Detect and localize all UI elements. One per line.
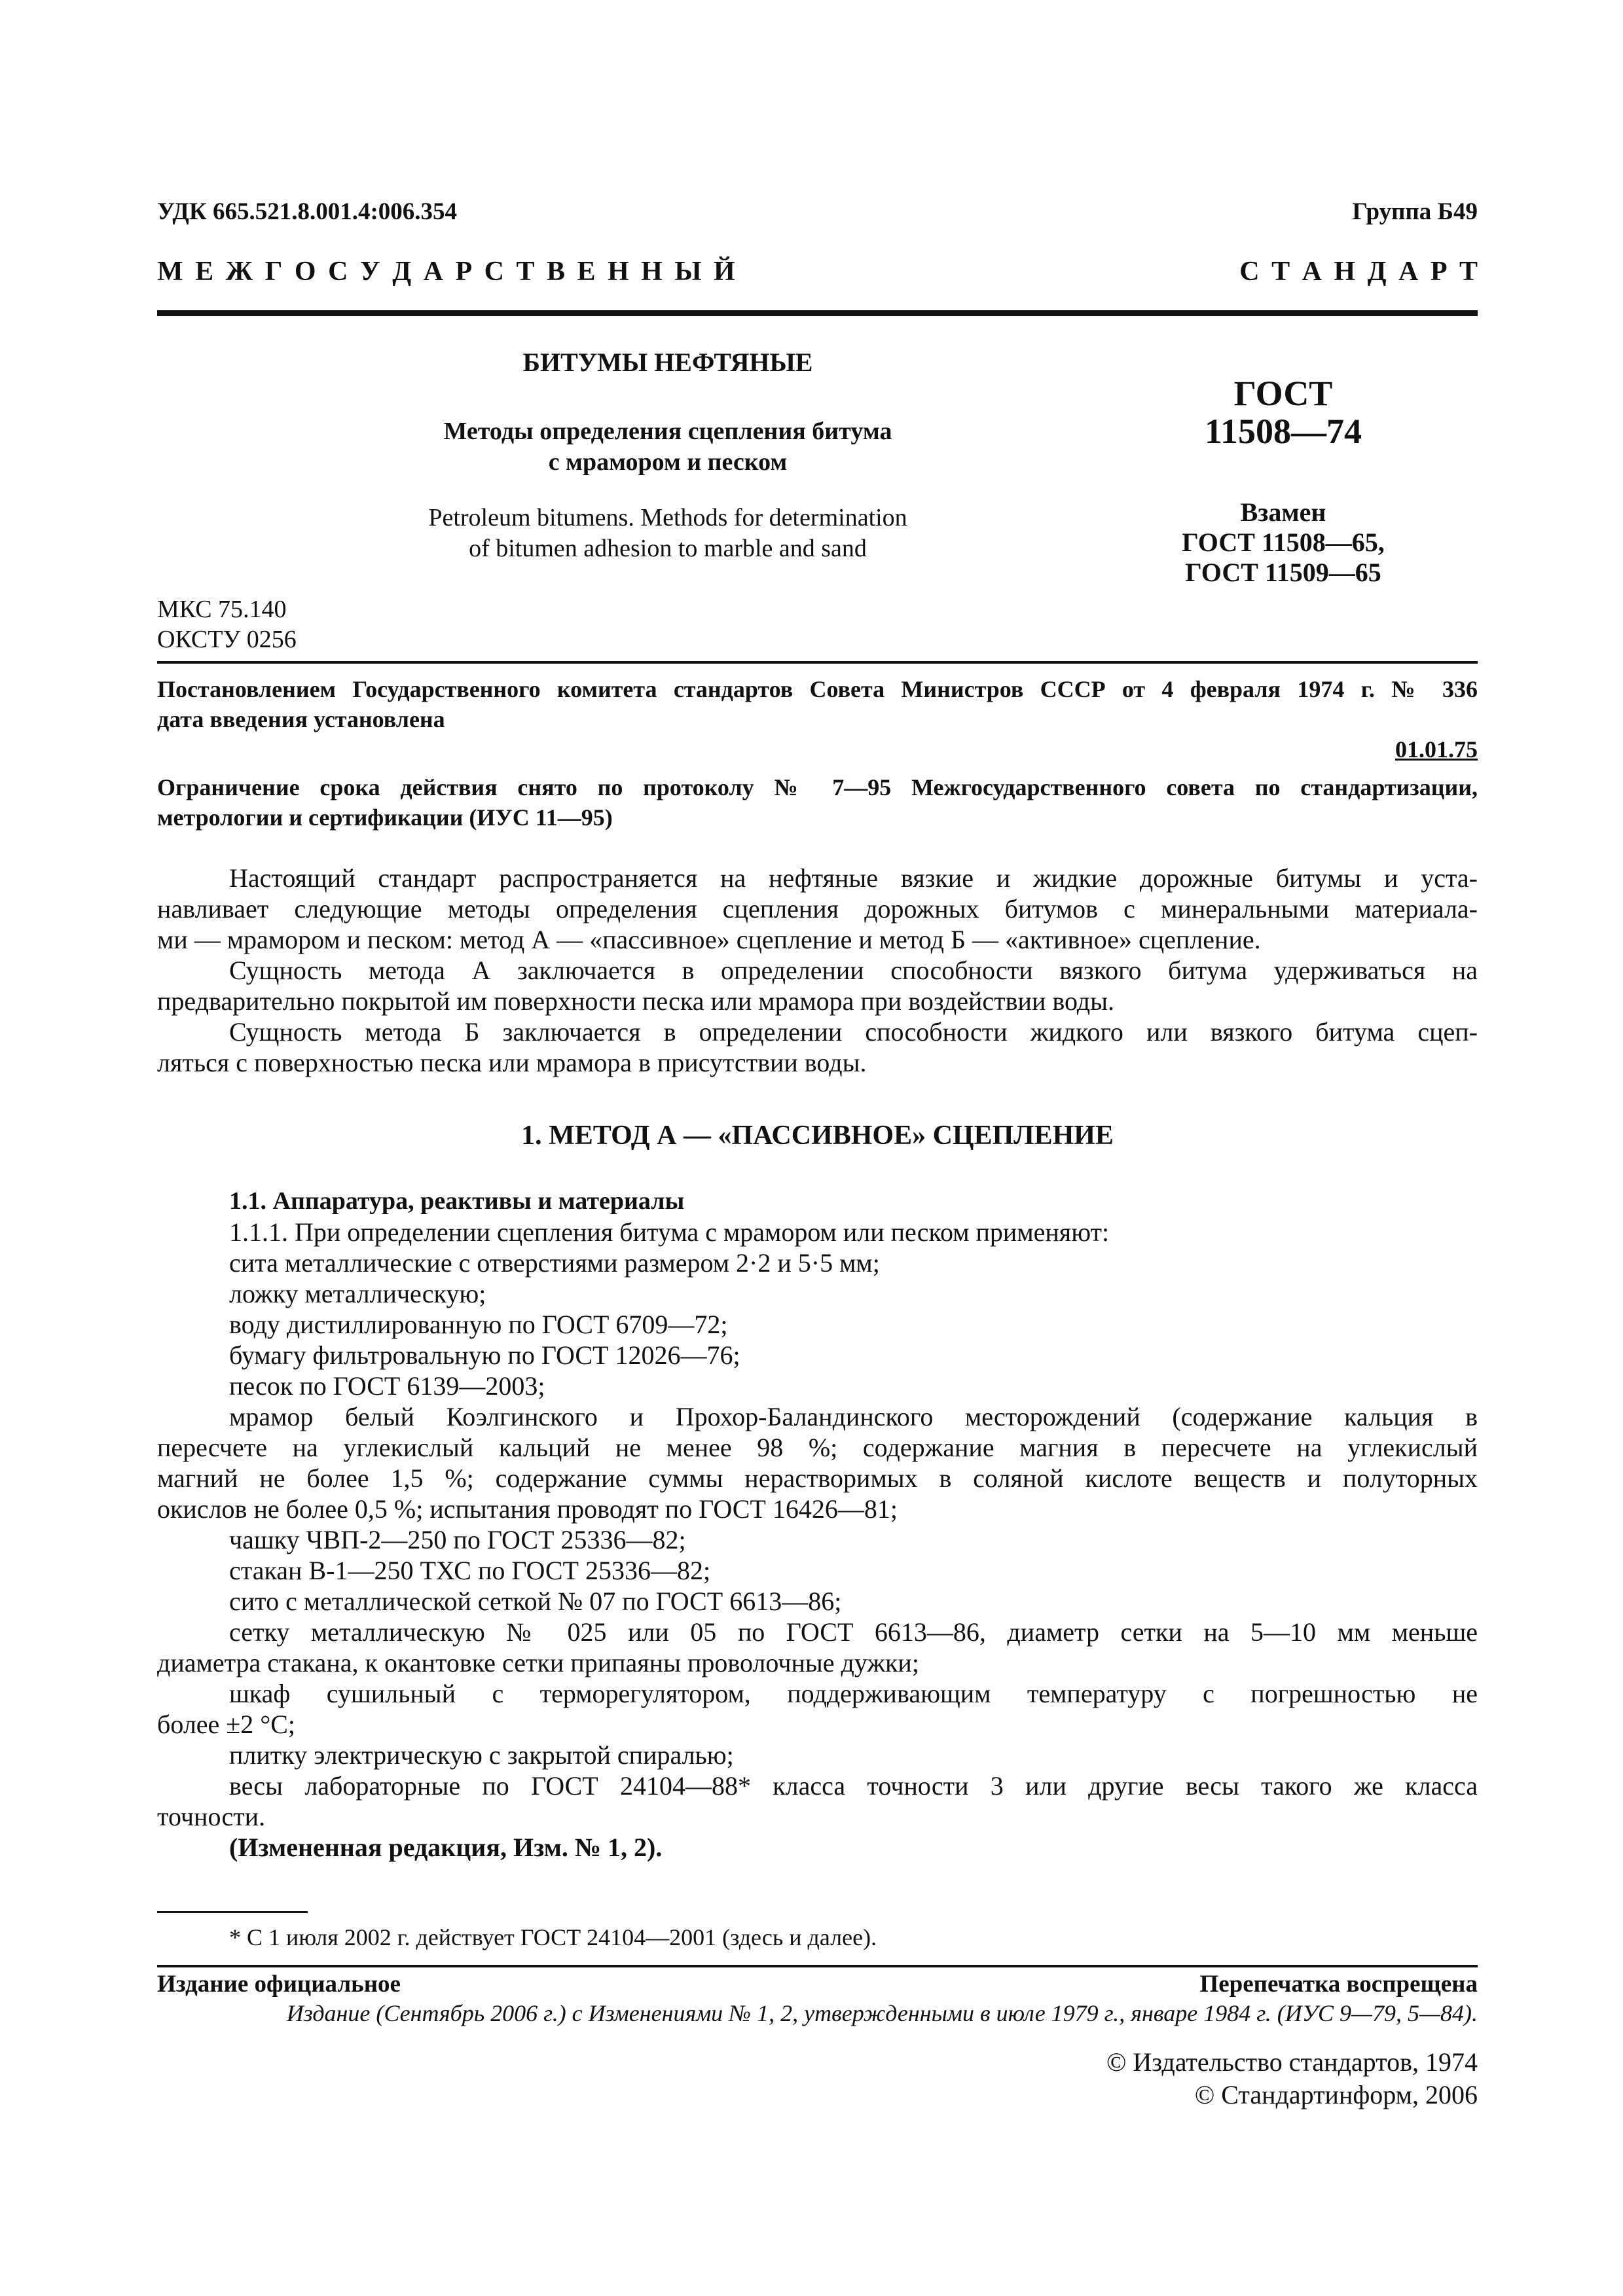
footer-rule — [157, 1965, 1478, 1967]
introduction-date: 01.01.75 — [1395, 736, 1478, 762]
section-heading: 1. МЕТОД А — «ПАССИВНОЕ» СЦЕПЛЕНИЕ — [521, 1121, 1114, 1151]
edition-info: Издание (Сентябрь 2006 г.) с Изменениями № 1, 2, утвержденными в июле 1979 г., январе 1984 г. (ИУС 9—79, 5—84). — [286, 2000, 1478, 2026]
standard-code: ГОСТ 11508—74 — [1204, 374, 1362, 451]
reprint-notice: Перепечатка воспрещена — [1199, 1971, 1478, 1998]
copyright: © Издательство стандартов, 1974 © Стандартинформ, 2006 — [1106, 2047, 1478, 2109]
classification-rule — [157, 661, 1478, 664]
official-edition: Издание официальное — [157, 1971, 401, 1998]
classification: МКС 75.140 ОКСТУ 0256 — [157, 596, 297, 653]
banner-right: С Т А Н Д А Р Т — [1239, 257, 1478, 287]
udk-code: УДК 665.521.8.001.4:006.354 — [157, 198, 458, 225]
header-rule — [157, 310, 1478, 316]
decree: Постановлением Государственного комитета стандартов Совета Министров СССР от 4 февраля 1974 г. № 336 дата введения установлена 01.01.75 Ограничение срока действия снято по протоколу № 7—95 Межгосударственного совета по стандартизации, метрологии и сертификации (ИУС 11—95) — [157, 676, 1478, 831]
english-title: Petroleum bitumens. Methods for determination of bitumen adhesion to marble and sand — [428, 504, 907, 562]
banner-left: М Е Ж Г О С У Д А Р С Т В Е Н Н Ы Й — [157, 257, 735, 287]
document-title: БИТУМЫ НЕФТЯНЫЕ — [522, 348, 813, 377]
footnote: * С 1 июля 2002 г. действует ГОСТ 24104—2001 (здесь и далее). — [229, 1924, 877, 1950]
document-subtitle: Методы определения сцепления битума с мрамором и песком — [443, 418, 892, 476]
replaces-block: Взамен ГОСТ 11508—65, ГОСТ 11509—65 — [1182, 497, 1385, 587]
intro-text: Настоящий стандарт распространяется на нефтяные вязкие и жидкие дорожные битумы и уста- навливает следующие методы определения сцепления дорожных битумов с минеральными материала- ми — мрамором и песком: метод А — «пассивное» сцепление и метод Б — «активное» сцепление. Сущность метода А заключается в определении способности вязкого битума удерживаться на предварительно покрытой им поверхности песка или мрамора при воздействии воды. Сущность метода Б заключается в определении способности жидкого или вязкого битума сцеп- ляться с поверхностью песка или мрамора в присутствии воды. — [157, 863, 1478, 1077]
footnote-rule — [157, 1911, 308, 1913]
section-body: 1.1. Аппаратура, реактивы и материалы 1.1.1. При определении сцепления битума с мрамором или песком применяют: сита металлические с отверстиями размером 2·2 и 5·5 мм; ложку металлическую; воду дистиллированную по ГОСТ 6709—72; бумагу фильтровальную по ГОСТ 12026—76; песок по ГОСТ 6139—2003; мрамор белый Коэлгинского и Прохор-Баландинского месторождений (содержание кальция в пересчете на углекислый кальций не менее 98 %; содержание магния в пересчете на углекислый магний не более 1,5 %; содержание суммы нерастворимых в соляной кислоте веществ и полуторных окислов не более 0,5 %; испытания проводят по ГОСТ 16426—81; чашку ЧВП-2—250 по ГОСТ 25336—82; стакан В-1—250 ТХС по ГОСТ 25336—82; сито с металлической сеткой № 07 по ГОСТ 6613—86; сетку металлическую № 025 или 05 по ГОСТ 6613—86, диаметр сетки на 5—10 мм меньше диаметра стакана, к окантовке сетки припаяны проволочные дужки; шкаф сушильный с терморегулятором, поддерживающим температуру с погрешностью не более ±2 °С; плитку электрическую с закрытой спиралью; весы лабораторные по ГОСТ 24104—88* класса точности 3 или другие весы такого же класса точности. (Измененная редакция, Изм. № 1, 2). — [157, 1187, 1478, 1862]
group-code: Группа Б49 — [1352, 198, 1478, 225]
amendment-note: (Измененная редакция, Изм. № 1, 2). — [229, 1833, 663, 1862]
